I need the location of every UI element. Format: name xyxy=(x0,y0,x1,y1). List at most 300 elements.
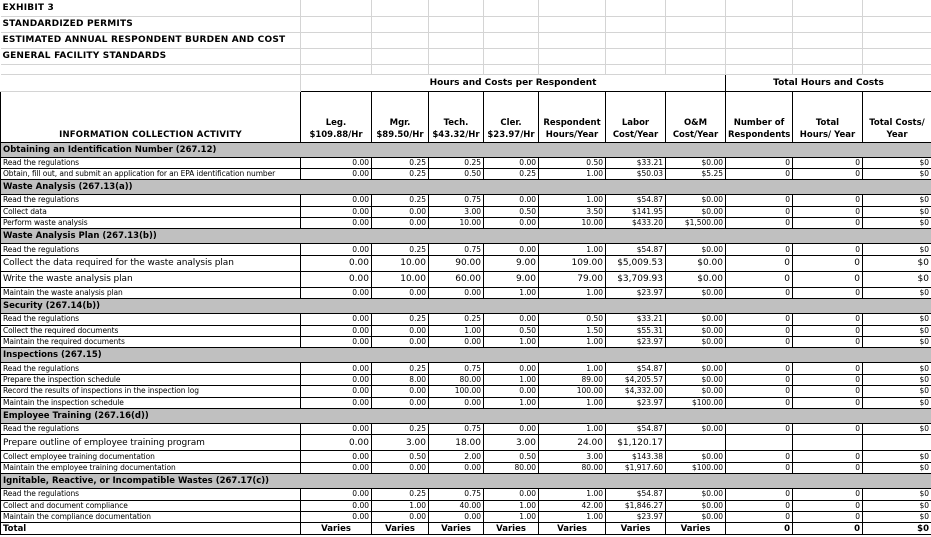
cell-leg: 0.00 xyxy=(301,462,372,473)
cell-leg: 0.00 xyxy=(301,218,372,229)
title-row xyxy=(1,16,931,32)
cell-cler: 0.00 xyxy=(484,157,539,168)
cell-th: 0 xyxy=(793,489,863,500)
cell-labor: $4,205.57 xyxy=(606,374,666,385)
cell-th: 0 xyxy=(793,255,863,271)
table-row xyxy=(1,157,931,168)
activity-label: Maintain the compliance documentation xyxy=(1,511,301,522)
section-title: Waste Analysis (267.13(a)) xyxy=(1,180,931,195)
cell-tc: $0 xyxy=(863,195,931,206)
cell-num: 0 xyxy=(726,451,793,462)
total-hrs: Varies xyxy=(539,523,606,535)
cell-mgr: 0.00 xyxy=(372,206,429,217)
cell-tc: $0 xyxy=(863,255,931,271)
activity-label: Maintain the inspection schedule xyxy=(1,397,301,408)
table-row xyxy=(1,255,931,271)
section-title: Security (267.14(b)) xyxy=(1,299,931,314)
cell-hrs: 1.00 xyxy=(539,337,606,348)
cell-om: $100.00 xyxy=(666,462,726,473)
cell-tc: $0 xyxy=(863,244,931,255)
title-row xyxy=(1,48,931,64)
cell-leg: 0.00 xyxy=(301,314,372,325)
total-tc: $0 xyxy=(863,523,931,535)
title-row xyxy=(1,32,931,48)
cell-labor: $23.97 xyxy=(606,397,666,408)
cell-tc: $0 xyxy=(863,337,931,348)
cell-leg: 0.00 xyxy=(301,435,372,451)
section-header xyxy=(1,348,931,363)
cell-mgr: 0.00 xyxy=(372,462,429,473)
section-header xyxy=(1,299,931,314)
cell-tc: $0 xyxy=(863,325,931,336)
table-row xyxy=(1,374,931,385)
table-row xyxy=(1,168,931,179)
table-row xyxy=(1,386,931,397)
cell-leg: 0.00 xyxy=(301,195,372,206)
cell-om: $0.00 xyxy=(666,271,726,287)
table-row xyxy=(1,218,931,229)
cell-om: $0.00 xyxy=(666,511,726,522)
cell-om: $0.00 xyxy=(666,363,726,374)
cell-th: 0 xyxy=(793,374,863,385)
cell-th: 0 xyxy=(793,206,863,217)
cell-mgr: 0.25 xyxy=(372,244,429,255)
cell-th xyxy=(793,435,863,451)
cell-mgr: 0.00 xyxy=(372,218,429,229)
cell-tc: $0 xyxy=(863,157,931,168)
cell-labor: $23.97 xyxy=(606,337,666,348)
cell-tc: $0 xyxy=(863,374,931,385)
cell-om xyxy=(666,435,726,451)
activity-label: Write the waste analysis plan xyxy=(1,271,301,287)
cell-leg: 0.00 xyxy=(301,500,372,511)
table-row xyxy=(1,271,931,287)
cell-tech: 3.00 xyxy=(429,206,484,217)
cell-hrs: 1.00 xyxy=(539,244,606,255)
cell-cler: 0.00 xyxy=(484,363,539,374)
cell-mgr: 0.00 xyxy=(372,397,429,408)
total-tech: Varies xyxy=(429,523,484,535)
activity-label: Collect and document compliance xyxy=(1,500,301,511)
cell-cler: 0.00 xyxy=(484,244,539,255)
cell-om: $100.00 xyxy=(666,397,726,408)
cell-hrs: 1.00 xyxy=(539,287,606,298)
cell-mgr: 0.25 xyxy=(372,363,429,374)
cell-hrs: 1.00 xyxy=(539,363,606,374)
col-om-cost: O&M Cost/Year xyxy=(666,91,726,142)
cell-mgr: 0.25 xyxy=(372,195,429,206)
cell-mgr: 0.25 xyxy=(372,314,429,325)
activity-label: Maintain the waste analysis plan xyxy=(1,287,301,298)
cell-om: $0.00 xyxy=(666,374,726,385)
cell-tech: 10.00 xyxy=(429,218,484,229)
col-respondent-hours: Respondent Hours/Year xyxy=(539,91,606,142)
cell-tech: 2.00 xyxy=(429,451,484,462)
activity-label: Collect the data required for the waste analysis plan xyxy=(1,255,301,271)
cell-om: $0.00 xyxy=(666,489,726,500)
cell-hrs: 42.00 xyxy=(539,500,606,511)
cell-tc: $0 xyxy=(863,397,931,408)
cell-om: $0.00 xyxy=(666,423,726,434)
section-header xyxy=(1,408,931,423)
cell-labor: $54.87 xyxy=(606,363,666,374)
col-mgr: Mgr. $89.50/Hr xyxy=(372,91,429,142)
cell-th: 0 xyxy=(793,287,863,298)
cell-num: 0 xyxy=(726,195,793,206)
cell-cler: 9.00 xyxy=(484,271,539,287)
cell-cler: 1.00 xyxy=(484,374,539,385)
cell-labor: $54.87 xyxy=(606,244,666,255)
cell-tc: $0 xyxy=(863,451,931,462)
cell-om: $0.00 xyxy=(666,500,726,511)
cell-num: 0 xyxy=(726,462,793,473)
cell-cler: 0.00 xyxy=(484,423,539,434)
table-row xyxy=(1,500,931,511)
cell-hrs: 109.00 xyxy=(539,255,606,271)
table-row xyxy=(1,435,931,451)
cell-leg: 0.00 xyxy=(301,423,372,434)
cell-cler: 1.00 xyxy=(484,500,539,511)
cell-th: 0 xyxy=(793,168,863,179)
section-header xyxy=(1,229,931,244)
cell-om: $0.00 xyxy=(666,287,726,298)
cell-th: 0 xyxy=(793,386,863,397)
cell-th: 0 xyxy=(793,511,863,522)
cell-hrs: 3.50 xyxy=(539,206,606,217)
title-row xyxy=(1,0,931,16)
activity-label: Collect employee training documentation xyxy=(1,451,301,462)
cell-om: $0.00 xyxy=(666,206,726,217)
cell-labor: $1,917.60 xyxy=(606,462,666,473)
cell-leg: 0.00 xyxy=(301,363,372,374)
col-tech: Tech. $43.32/Hr xyxy=(429,91,484,142)
cell-tc: $0 xyxy=(863,423,931,434)
cell-labor: $33.21 xyxy=(606,157,666,168)
cell-cler: 0.00 xyxy=(484,195,539,206)
cell-cler: 9.00 xyxy=(484,255,539,271)
cell-num: 0 xyxy=(726,397,793,408)
cell-labor: $54.87 xyxy=(606,195,666,206)
cell-cler: 0.50 xyxy=(484,451,539,462)
cell-labor: $54.87 xyxy=(606,489,666,500)
cell-mgr: 10.00 xyxy=(372,255,429,271)
cell-leg: 0.00 xyxy=(301,337,372,348)
cell-om: $0.00 xyxy=(666,325,726,336)
cell-tech: 0.00 xyxy=(429,462,484,473)
activity-label: Maintain the employee training documentation xyxy=(1,462,301,473)
cell-tech: 0.25 xyxy=(429,314,484,325)
table-row xyxy=(1,206,931,217)
cell-th: 0 xyxy=(793,325,863,336)
cell-leg: 0.00 xyxy=(301,244,372,255)
cell-num: 0 xyxy=(726,271,793,287)
cell-labor: $23.97 xyxy=(606,511,666,522)
col-total-costs: Total Costs/ Year xyxy=(863,91,931,142)
cell-tech: 100.00 xyxy=(429,386,484,397)
cell-mgr: 0.50 xyxy=(372,451,429,462)
table-row xyxy=(1,489,931,500)
cell-leg: 0.00 xyxy=(301,374,372,385)
cell-labor: $54.87 xyxy=(606,423,666,434)
table-row xyxy=(1,511,931,522)
activity-label: Read the regulations xyxy=(1,157,301,168)
activity-label: Record the results of inspections in the inspection log xyxy=(1,386,301,397)
cell-th: 0 xyxy=(793,397,863,408)
section-title: Ignitable, Reactive, or Incompatible Wastes (267.17(c)) xyxy=(1,474,931,489)
permit-title: STANDARDIZED PERMITS xyxy=(1,16,301,32)
cell-tech: 0.75 xyxy=(429,423,484,434)
activity-label: Prepare outline of employee training program xyxy=(1,435,301,451)
cell-leg: 0.00 xyxy=(301,511,372,522)
cell-tech: 1.00 xyxy=(429,325,484,336)
cell-cler: 0.50 xyxy=(484,206,539,217)
cell-mgr: 0.25 xyxy=(372,157,429,168)
total-num: 0 xyxy=(726,523,793,535)
cell-cler: 0.50 xyxy=(484,325,539,336)
cell-mgr: 0.00 xyxy=(372,337,429,348)
cell-th: 0 xyxy=(793,423,863,434)
cell-th: 0 xyxy=(793,195,863,206)
cell-labor: $141.95 xyxy=(606,206,666,217)
cell-th: 0 xyxy=(793,337,863,348)
cell-labor: $50.03 xyxy=(606,168,666,179)
cell-tech: 0.75 xyxy=(429,244,484,255)
cell-num: 0 xyxy=(726,244,793,255)
cell-mgr: 0.25 xyxy=(372,168,429,179)
cell-leg: 0.00 xyxy=(301,255,372,271)
cell-tech: 0.00 xyxy=(429,511,484,522)
cell-om: $0.00 xyxy=(666,195,726,206)
cell-leg: 0.00 xyxy=(301,489,372,500)
col-cler: Cler. $23.97/Hr xyxy=(484,91,539,142)
column-header-row xyxy=(1,91,931,142)
cell-tech: 0.25 xyxy=(429,157,484,168)
cell-cler: 0.00 xyxy=(484,489,539,500)
cell-cler: 80.00 xyxy=(484,462,539,473)
cell-tc: $0 xyxy=(863,386,931,397)
cell-labor: $33.21 xyxy=(606,314,666,325)
cell-tc: $0 xyxy=(863,363,931,374)
cell-tc: $0 xyxy=(863,271,931,287)
cell-num: 0 xyxy=(726,511,793,522)
cell-om: $0.00 xyxy=(666,157,726,168)
activity-label: Read the regulations xyxy=(1,363,301,374)
cell-hrs: 1.00 xyxy=(539,195,606,206)
section-title: Inspections (267.15) xyxy=(1,348,931,363)
cell-num xyxy=(726,435,793,451)
blank-row xyxy=(1,64,931,74)
total-label: Total xyxy=(1,523,301,535)
col-total-hours: Total Hours/ Year xyxy=(793,91,863,142)
cell-mgr: 8.00 xyxy=(372,374,429,385)
col-number-respondents: Number of Respondents xyxy=(726,91,793,142)
activity-label: Perform waste analysis xyxy=(1,218,301,229)
cell-hrs: 24.00 xyxy=(539,435,606,451)
cell-hrs: 1.00 xyxy=(539,489,606,500)
cell-tc: $0 xyxy=(863,462,931,473)
cell-cler: 1.00 xyxy=(484,337,539,348)
table-row xyxy=(1,423,931,434)
cell-th: 0 xyxy=(793,451,863,462)
cell-om: $0.00 xyxy=(666,337,726,348)
total-th: 0 xyxy=(793,523,863,535)
cell-hrs: 1.00 xyxy=(539,423,606,434)
cell-num: 0 xyxy=(726,168,793,179)
cell-labor: $1,120.17 xyxy=(606,435,666,451)
total-om: Varies xyxy=(666,523,726,535)
cell-tc: $0 xyxy=(863,218,931,229)
cell-tc: $0 xyxy=(863,314,931,325)
cell-tech: 0.00 xyxy=(429,287,484,298)
cell-tc xyxy=(863,435,931,451)
cell-num: 0 xyxy=(726,500,793,511)
cell-th: 0 xyxy=(793,157,863,168)
cell-mgr: 0.00 xyxy=(372,511,429,522)
cell-hrs: 3.00 xyxy=(539,451,606,462)
section-title: Employee Training (267.16(d)) xyxy=(1,408,931,423)
cell-labor: $23.97 xyxy=(606,287,666,298)
cell-tech: 0.50 xyxy=(429,168,484,179)
cell-tech: 18.00 xyxy=(429,435,484,451)
burden-title: ESTIMATED ANNUAL RESPONDENT BURDEN AND COST xyxy=(1,32,301,48)
cell-num: 0 xyxy=(726,386,793,397)
cell-cler: 1.00 xyxy=(484,397,539,408)
cell-th: 0 xyxy=(793,462,863,473)
cell-th: 0 xyxy=(793,314,863,325)
cell-leg: 0.00 xyxy=(301,168,372,179)
cell-hrs: 89.00 xyxy=(539,374,606,385)
cell-th: 0 xyxy=(793,271,863,287)
cell-th: 0 xyxy=(793,500,863,511)
cell-mgr: 3.00 xyxy=(372,435,429,451)
cell-num: 0 xyxy=(726,314,793,325)
section-title: Obtaining an Identification Number (267.12) xyxy=(1,142,931,157)
cell-om: $0.00 xyxy=(666,244,726,255)
activity-label: Maintain the required documents xyxy=(1,337,301,348)
table-row xyxy=(1,325,931,336)
cell-cler: 1.00 xyxy=(484,287,539,298)
activity-label: Obtain, fill out, and submit an application for an EPA identification number xyxy=(1,168,301,179)
cell-mgr: 0.25 xyxy=(372,489,429,500)
col-activity: INFORMATION COLLECTION ACTIVITY xyxy=(1,91,301,142)
cell-hrs: 1.00 xyxy=(539,511,606,522)
cell-mgr: 0.25 xyxy=(372,423,429,434)
cell-num: 0 xyxy=(726,206,793,217)
cell-tc: $0 xyxy=(863,168,931,179)
activity-label: Read the regulations xyxy=(1,195,301,206)
cell-tech: 0.00 xyxy=(429,337,484,348)
table-row xyxy=(1,287,931,298)
table-row xyxy=(1,451,931,462)
cell-tc: $0 xyxy=(863,206,931,217)
cell-cler: 0.00 xyxy=(484,386,539,397)
cell-tech: 40.00 xyxy=(429,500,484,511)
exhibit-title: EXHIBIT 3 xyxy=(1,0,301,16)
cell-hrs: 79.00 xyxy=(539,271,606,287)
cell-om: $0.00 xyxy=(666,386,726,397)
cell-mgr: 0.00 xyxy=(372,386,429,397)
group-header-totals: Total Hours and Costs xyxy=(726,74,931,91)
cell-om: $0.00 xyxy=(666,451,726,462)
cell-hrs: 0.50 xyxy=(539,314,606,325)
cell-cler: 0.00 xyxy=(484,218,539,229)
activity-label: Read the regulations xyxy=(1,244,301,255)
cell-labor: $5,009.53 xyxy=(606,255,666,271)
cell-num: 0 xyxy=(726,374,793,385)
group-header-row xyxy=(1,74,931,91)
cell-mgr: 0.00 xyxy=(372,287,429,298)
total-cler: Varies xyxy=(484,523,539,535)
cell-hrs: 80.00 xyxy=(539,462,606,473)
col-leg: Leg. $109.88/Hr xyxy=(301,91,372,142)
cell-labor: $433.20 xyxy=(606,218,666,229)
cell-hrs: 1.00 xyxy=(539,168,606,179)
cell-hrs: 1.00 xyxy=(539,397,606,408)
cell-cler: 3.00 xyxy=(484,435,539,451)
table-row xyxy=(1,195,931,206)
standards-title: GENERAL FACILITY STANDARDS xyxy=(1,48,301,64)
cell-labor: $55.31 xyxy=(606,325,666,336)
cell-labor: $4,332.00 xyxy=(606,386,666,397)
cell-om: $5.25 xyxy=(666,168,726,179)
cell-leg: 0.00 xyxy=(301,206,372,217)
cell-tech: 0.00 xyxy=(429,397,484,408)
cell-tech: 80.00 xyxy=(429,374,484,385)
section-header xyxy=(1,142,931,157)
cell-num: 0 xyxy=(726,363,793,374)
cell-mgr: 1.00 xyxy=(372,500,429,511)
cell-num: 0 xyxy=(726,157,793,168)
table-row xyxy=(1,337,931,348)
cell-labor: $3,709.93 xyxy=(606,271,666,287)
cell-tech: 60.00 xyxy=(429,271,484,287)
table-row xyxy=(1,397,931,408)
total-row xyxy=(1,523,931,535)
cell-tc: $0 xyxy=(863,511,931,522)
cell-tech: 0.75 xyxy=(429,489,484,500)
total-labor: Varies xyxy=(606,523,666,535)
cell-hrs: 10.00 xyxy=(539,218,606,229)
cell-num: 0 xyxy=(726,218,793,229)
cell-hrs: 0.50 xyxy=(539,157,606,168)
cell-tc: $0 xyxy=(863,489,931,500)
cell-cler: 0.25 xyxy=(484,168,539,179)
section-header xyxy=(1,474,931,489)
cell-tc: $0 xyxy=(863,500,931,511)
cell-om: $1,500.00 xyxy=(666,218,726,229)
cell-th: 0 xyxy=(793,244,863,255)
cell-labor: $1,846.27 xyxy=(606,500,666,511)
cell-tech: 90.00 xyxy=(429,255,484,271)
cell-leg: 0.00 xyxy=(301,451,372,462)
table-row xyxy=(1,462,931,473)
cell-tech: 0.75 xyxy=(429,195,484,206)
cell-cler: 1.00 xyxy=(484,511,539,522)
cell-hrs: 100.00 xyxy=(539,386,606,397)
cell-num: 0 xyxy=(726,337,793,348)
cell-mgr: 0.00 xyxy=(372,325,429,336)
cell-labor: $143.38 xyxy=(606,451,666,462)
total-leg: Varies xyxy=(301,523,372,535)
total-mgr: Varies xyxy=(372,523,429,535)
table-row xyxy=(1,363,931,374)
cell-om: $0.00 xyxy=(666,255,726,271)
cell-th: 0 xyxy=(793,218,863,229)
cell-num: 0 xyxy=(726,255,793,271)
activity-label: Prepare the inspection schedule xyxy=(1,374,301,385)
cell-num: 0 xyxy=(726,423,793,434)
cell-cler: 0.00 xyxy=(484,314,539,325)
